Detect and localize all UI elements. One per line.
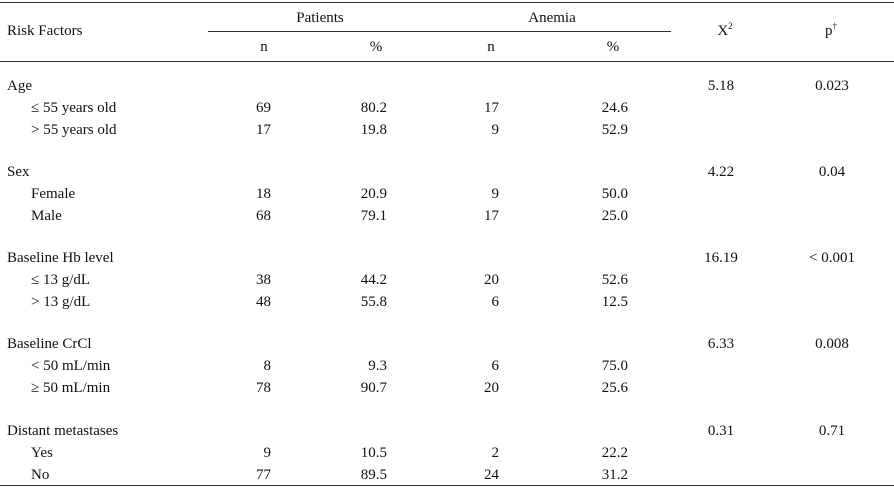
p-symbol: p <box>825 23 833 39</box>
anemia-pct-cell: 22.2 <box>601 445 628 461</box>
anemia-pct-cell: 24.6 <box>601 100 628 116</box>
anemia-n-cell: 9 <box>491 122 499 138</box>
anemia-pct-cell: 75.0 <box>601 358 628 374</box>
patients-pct-cell: 89.5 <box>360 467 387 483</box>
row-label: < 50 mL/min <box>31 358 111 374</box>
anemia-n-cell: 17 <box>484 100 499 116</box>
patients-pct-cell: 9.3 <box>368 358 387 374</box>
header-anemia: Anemia <box>528 10 576 26</box>
patients-n-cell: 9 <box>263 445 271 461</box>
anemia-pct-cell: 12.5 <box>601 294 628 310</box>
subheader-patients-n: n <box>260 39 268 55</box>
anemia-pct-cell: 31.2 <box>601 467 628 483</box>
patients-n-cell: 77 <box>256 467 271 483</box>
group-label: Baseline CrCl <box>7 336 92 352</box>
subheader-anemia-n: n <box>487 39 495 55</box>
subheader-patients-pct: % <box>369 39 383 55</box>
group-label: Sex <box>7 164 30 180</box>
group-label: Distant metastases <box>7 423 119 439</box>
patients-pct-cell: 79.1 <box>360 208 387 224</box>
anemia-pct-cell: 25.0 <box>601 208 628 224</box>
anemia-pct-cell: 50.0 <box>601 186 628 202</box>
row-label: No <box>31 467 50 483</box>
anemia-n-cell: 24 <box>484 467 499 483</box>
patients-n-cell: 78 <box>256 380 271 396</box>
chi-square-value: 4.22 <box>707 164 735 180</box>
anemia-pct-cell: 52.6 <box>601 272 628 288</box>
anemia-n-cell: 20 <box>484 380 499 396</box>
table-top-rule <box>0 2 894 3</box>
subheader-anemia-pct: % <box>606 39 620 55</box>
group-label: Age <box>7 78 32 94</box>
chi-square-value: 6.33 <box>707 336 735 352</box>
p-value: 0.023 <box>815 78 849 94</box>
row-label: ≥ 50 mL/min <box>31 380 111 396</box>
row-label: Male <box>31 208 62 224</box>
anemia-n-cell: 2 <box>491 445 499 461</box>
anemia-n-cell: 17 <box>484 208 499 224</box>
chi-square-superscript: 2 <box>728 21 733 31</box>
patients-n-cell: 38 <box>256 272 271 288</box>
chi-square-value: 5.18 <box>707 78 735 94</box>
table-bottom-rule <box>0 485 894 486</box>
chi-square-value: 16.19 <box>704 250 738 266</box>
chi-square-symbol: X <box>717 23 729 39</box>
p-value: 0.04 <box>818 164 846 180</box>
patients-n-cell: 17 <box>256 122 271 138</box>
patients-n-cell: 69 <box>256 100 271 116</box>
p-dagger: † <box>832 21 837 31</box>
patients-pct-cell: 90.7 <box>360 380 387 396</box>
p-value: 0.71 <box>818 423 846 439</box>
patients-pct-cell: 44.2 <box>360 272 387 288</box>
anemia-n-cell: 6 <box>491 358 499 374</box>
row-label: ≤ 13 g/dL <box>31 272 91 288</box>
patients-n-cell: 48 <box>256 294 271 310</box>
patients-anemia-span-rule <box>208 31 671 32</box>
anemia-n-cell: 6 <box>491 294 499 310</box>
patients-pct-cell: 20.9 <box>360 186 387 202</box>
chi-square-value: 0.31 <box>707 423 735 439</box>
header-p-value <box>825 22 837 40</box>
header-patients: Patients <box>296 10 344 26</box>
row-label: > 13 g/dL <box>31 294 91 310</box>
p-value: < 0.001 <box>809 250 855 266</box>
patients-n-cell: 8 <box>263 358 271 374</box>
group-label: Baseline Hb level <box>7 250 114 266</box>
patients-pct-cell: 55.8 <box>360 294 387 310</box>
anemia-pct-cell: 25.6 <box>601 380 628 396</box>
row-label: Female <box>31 186 76 202</box>
anemia-n-cell: 9 <box>491 186 499 202</box>
header-risk-factors: Risk Factors <box>7 23 83 39</box>
anemia-n-cell: 20 <box>484 272 499 288</box>
header-chi-square <box>717 22 732 40</box>
patients-pct-cell: 10.5 <box>360 445 387 461</box>
row-label: Yes <box>31 445 53 461</box>
patients-pct-cell: 19.8 <box>360 122 387 138</box>
row-label: > 55 years old <box>31 122 117 138</box>
patients-pct-cell: 80.2 <box>360 100 387 116</box>
p-value: 0.008 <box>815 336 849 352</box>
header-bottom-rule <box>0 61 894 62</box>
patients-n-cell: 18 <box>256 186 271 202</box>
row-label: ≤ 55 years old <box>31 100 117 116</box>
anemia-pct-cell: 52.9 <box>601 122 628 138</box>
patients-n-cell: 68 <box>256 208 271 224</box>
